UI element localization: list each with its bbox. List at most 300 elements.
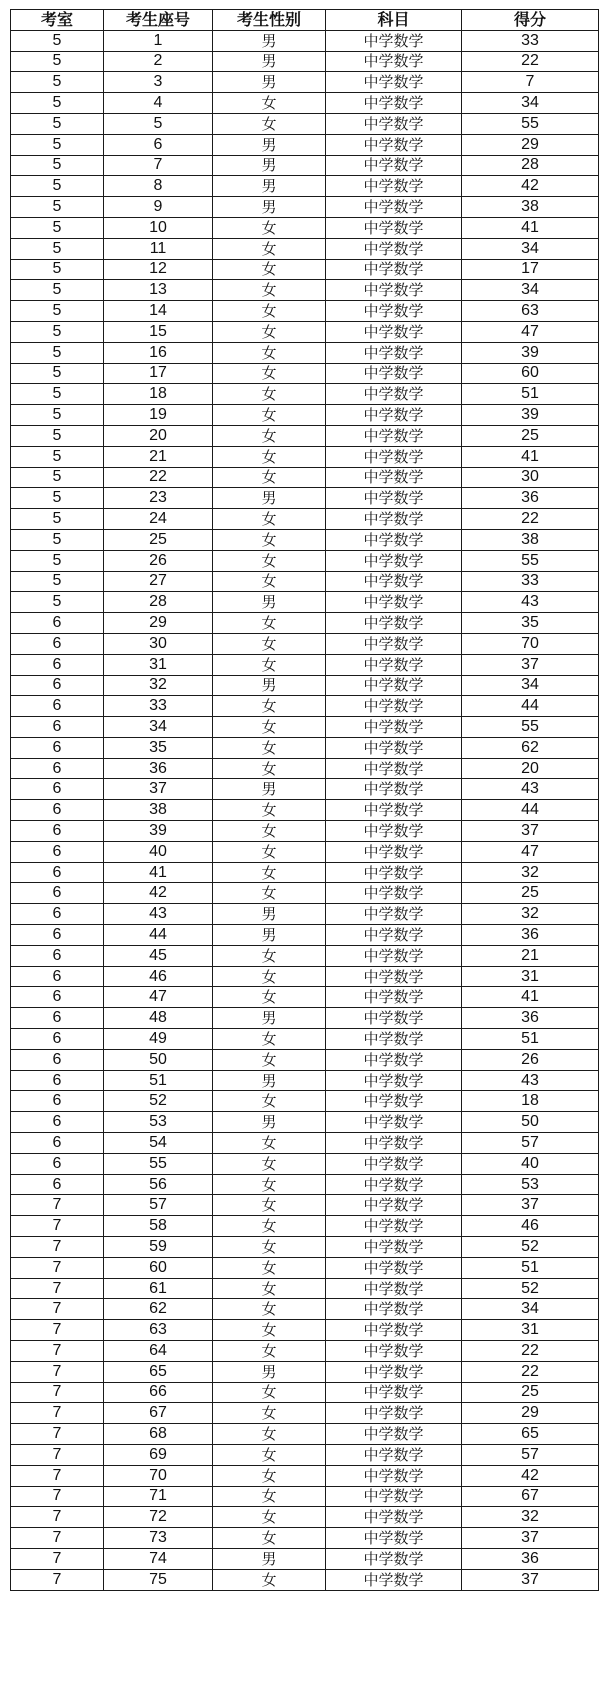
gender-cell: 女 [213,966,326,987]
seat-number-cell: 5 [104,113,213,134]
exam-room-cell: 7 [11,1424,104,1445]
header-row [11,10,599,31]
table-row [11,30,599,51]
exam-room-cell: 6 [11,987,104,1008]
exam-room-cell: 7 [11,1507,104,1528]
gender-cell: 女 [213,821,326,842]
score-cell: 39 [462,405,599,426]
seat-number-cell: 25 [104,529,213,550]
seat-number-cell: 50 [104,1049,213,1070]
exam-room-cell: 5 [11,571,104,592]
gender-cell: 女 [213,529,326,550]
exam-room-cell: 6 [11,675,104,696]
exam-room-cell: 6 [11,925,104,946]
seat-number-cell: 61 [104,1278,213,1299]
score-cell: 37 [462,1528,599,1549]
gender-cell: 女 [213,1569,326,1590]
exam-room-cell: 6 [11,717,104,738]
exam-room-cell: 5 [11,72,104,93]
score-cell: 40 [462,1153,599,1174]
table-row [11,1174,599,1195]
exam-room-cell: 6 [11,883,104,904]
exam-room-cell: 6 [11,862,104,883]
table-row [11,1465,599,1486]
gender-cell: 女 [213,945,326,966]
gender-cell: 女 [213,1174,326,1195]
table-row [11,446,599,467]
gender-cell: 女 [213,1237,326,1258]
table-row [11,1403,599,1424]
gender-cell: 男 [213,1361,326,1382]
exam-room-cell: 5 [11,30,104,51]
subject-cell: 中学数学 [326,301,462,322]
subject-cell: 中学数学 [326,1403,462,1424]
seat-number-cell: 39 [104,821,213,842]
seat-number-cell: 2 [104,51,213,72]
table-row [11,1486,599,1507]
exam-room-cell: 5 [11,217,104,238]
seat-number-cell: 27 [104,571,213,592]
exam-room-cell: 5 [11,384,104,405]
gender-cell: 女 [213,883,326,904]
gender-cell: 女 [213,113,326,134]
seat-number-cell: 62 [104,1299,213,1320]
exam-room-cell: 5 [11,259,104,280]
seat-number-cell: 74 [104,1548,213,1569]
seat-number-cell: 35 [104,737,213,758]
table-row [11,654,599,675]
subject-cell: 中学数学 [326,1341,462,1362]
score-cell: 46 [462,1216,599,1237]
subject-cell: 中学数学 [326,155,462,176]
score-cell: 36 [462,1548,599,1569]
gender-cell: 男 [213,488,326,509]
score-cell: 55 [462,550,599,571]
score-cell: 57 [462,1444,599,1465]
table-row [11,1216,599,1237]
table-row [11,841,599,862]
exam-room-cell: 7 [11,1299,104,1320]
exam-room-cell: 7 [11,1528,104,1549]
score-cell: 22 [462,509,599,530]
seat-number-cell: 31 [104,654,213,675]
subject-cell: 中学数学 [326,758,462,779]
subject-cell: 中学数学 [326,1216,462,1237]
subject-cell: 中学数学 [326,259,462,280]
exam-room-cell: 6 [11,800,104,821]
gender-cell: 女 [213,467,326,488]
table-row [11,1278,599,1299]
gender-cell: 女 [213,238,326,259]
exam-room-cell: 5 [11,155,104,176]
subject-cell: 中学数学 [326,1174,462,1195]
score-cell: 41 [462,446,599,467]
table-body [11,30,599,1590]
gender-cell: 女 [213,405,326,426]
table-row [11,1361,599,1382]
subject-cell: 中学数学 [326,384,462,405]
score-cell: 31 [462,966,599,987]
subject-cell: 中学数学 [326,654,462,675]
seat-number-cell: 60 [104,1257,213,1278]
gender-cell: 女 [213,259,326,280]
gender-cell: 女 [213,633,326,654]
gender-cell: 女 [213,446,326,467]
exam-room-cell: 5 [11,197,104,218]
gender-cell: 女 [213,321,326,342]
seat-number-cell: 37 [104,779,213,800]
score-cell: 30 [462,467,599,488]
exam-room-cell: 6 [11,779,104,800]
header-score: 得分 [462,10,599,31]
subject-cell: 中学数学 [326,280,462,301]
gender-cell: 女 [213,862,326,883]
exam-room-cell: 7 [11,1195,104,1216]
seat-number-cell: 51 [104,1070,213,1091]
gender-cell: 女 [213,1257,326,1278]
table-row [11,1382,599,1403]
subject-cell: 中学数学 [326,883,462,904]
table-row [11,1257,599,1278]
exam-room-cell: 5 [11,342,104,363]
gender-cell: 女 [213,363,326,384]
subject-cell: 中学数学 [326,821,462,842]
table-row [11,1507,599,1528]
seat-number-cell: 7 [104,155,213,176]
exam-room-cell: 6 [11,1008,104,1029]
table-row [11,1112,599,1133]
subject-cell: 中学数学 [326,1008,462,1029]
score-cell: 38 [462,197,599,218]
subject-cell: 中学数学 [326,1237,462,1258]
gender-cell: 男 [213,134,326,155]
score-cell: 43 [462,779,599,800]
seat-number-cell: 12 [104,259,213,280]
gender-cell: 女 [213,1341,326,1362]
subject-cell: 中学数学 [326,945,462,966]
table-row [11,1548,599,1569]
table-row [11,925,599,946]
subject-cell: 中学数学 [326,1195,462,1216]
seat-number-cell: 47 [104,987,213,1008]
seat-number-cell: 66 [104,1382,213,1403]
seat-number-cell: 29 [104,613,213,634]
gender-cell: 女 [213,217,326,238]
score-table [10,9,599,1591]
seat-number-cell: 41 [104,862,213,883]
score-cell: 70 [462,633,599,654]
exam-room-cell: 7 [11,1341,104,1362]
exam-room-cell: 7 [11,1216,104,1237]
exam-room-cell: 5 [11,176,104,197]
exam-room-cell: 6 [11,821,104,842]
subject-cell: 中学数学 [326,467,462,488]
score-cell: 28 [462,155,599,176]
seat-number-cell: 68 [104,1424,213,1445]
seat-number-cell: 13 [104,280,213,301]
table-row [11,613,599,634]
gender-cell: 男 [213,1070,326,1091]
exam-room-cell: 6 [11,613,104,634]
gender-cell: 女 [213,654,326,675]
seat-number-cell: 57 [104,1195,213,1216]
gender-cell: 女 [213,1153,326,1174]
gender-cell: 男 [213,779,326,800]
gender-cell: 男 [213,904,326,925]
header-exam-room: 考室 [11,10,104,31]
gender-cell: 女 [213,1528,326,1549]
score-cell: 67 [462,1486,599,1507]
exam-room-cell: 6 [11,1029,104,1050]
subject-cell: 中学数学 [326,217,462,238]
seat-number-cell: 22 [104,467,213,488]
seat-number-cell: 10 [104,217,213,238]
seat-number-cell: 1 [104,30,213,51]
seat-number-cell: 36 [104,758,213,779]
score-cell: 39 [462,342,599,363]
table-row [11,405,599,426]
subject-cell: 中学数学 [326,51,462,72]
subject-cell: 中学数学 [326,717,462,738]
score-cell: 34 [462,238,599,259]
seat-number-cell: 49 [104,1029,213,1050]
score-cell: 41 [462,987,599,1008]
exam-room-cell: 5 [11,509,104,530]
gender-cell: 女 [213,717,326,738]
gender-cell: 女 [213,1133,326,1154]
subject-cell: 中学数学 [326,134,462,155]
gender-cell: 男 [213,675,326,696]
score-cell: 17 [462,259,599,280]
seat-number-cell: 71 [104,1486,213,1507]
gender-cell: 男 [213,176,326,197]
seat-number-cell: 33 [104,696,213,717]
seat-number-cell: 69 [104,1444,213,1465]
gender-cell: 男 [213,155,326,176]
subject-cell: 中学数学 [326,1133,462,1154]
gender-cell: 女 [213,1507,326,1528]
seat-number-cell: 55 [104,1153,213,1174]
score-cell: 41 [462,217,599,238]
gender-cell: 女 [213,1091,326,1112]
table-row [11,737,599,758]
subject-cell: 中学数学 [326,1070,462,1091]
score-cell: 47 [462,841,599,862]
gender-cell: 女 [213,550,326,571]
table-row [11,800,599,821]
subject-cell: 中学数学 [326,841,462,862]
subject-cell: 中学数学 [326,176,462,197]
subject-cell: 中学数学 [326,1112,462,1133]
table-row [11,966,599,987]
score-cell: 34 [462,675,599,696]
exam-room-cell: 7 [11,1444,104,1465]
table-row [11,467,599,488]
score-cell: 22 [462,1341,599,1362]
exam-room-cell: 7 [11,1237,104,1258]
gender-cell: 女 [213,1424,326,1445]
table-row [11,384,599,405]
seat-number-cell: 32 [104,675,213,696]
table-row [11,113,599,134]
gender-cell: 女 [213,425,326,446]
score-cell: 37 [462,1195,599,1216]
subject-cell: 中学数学 [326,509,462,530]
gender-cell: 女 [213,987,326,1008]
seat-number-cell: 8 [104,176,213,197]
header-seat-number: 考生座号 [104,10,213,31]
seat-number-cell: 54 [104,1133,213,1154]
subject-cell: 中学数学 [326,925,462,946]
score-cell: 37 [462,654,599,675]
exam-room-cell: 7 [11,1257,104,1278]
seat-number-cell: 56 [104,1174,213,1195]
table-row [11,197,599,218]
subject-cell: 中学数学 [326,1361,462,1382]
gender-cell: 女 [213,1029,326,1050]
table-row [11,904,599,925]
subject-cell: 中学数学 [326,405,462,426]
score-cell: 34 [462,93,599,114]
table-row [11,1133,599,1154]
table-row [11,1029,599,1050]
gender-cell: 女 [213,93,326,114]
score-cell: 37 [462,821,599,842]
exam-room-cell: 7 [11,1403,104,1424]
subject-cell: 中学数学 [326,862,462,883]
score-cell: 21 [462,945,599,966]
gender-cell: 男 [213,1548,326,1569]
table-row [11,93,599,114]
gender-cell: 男 [213,1008,326,1029]
table-row [11,592,599,613]
gender-cell: 女 [213,1403,326,1424]
gender-cell: 女 [213,758,326,779]
subject-cell: 中学数学 [326,800,462,821]
table-row [11,1070,599,1091]
exam-room-cell: 7 [11,1569,104,1590]
exam-room-cell: 5 [11,592,104,613]
score-cell: 25 [462,425,599,446]
table-row [11,72,599,93]
subject-cell: 中学数学 [326,30,462,51]
table-row [11,1444,599,1465]
seat-number-cell: 52 [104,1091,213,1112]
table-row [11,509,599,530]
gender-cell: 女 [213,384,326,405]
exam-room-cell: 6 [11,945,104,966]
score-cell: 47 [462,321,599,342]
seat-number-cell: 16 [104,342,213,363]
gender-cell: 男 [213,197,326,218]
subject-cell: 中学数学 [326,1320,462,1341]
exam-room-cell: 7 [11,1548,104,1569]
exam-room-cell: 5 [11,238,104,259]
gender-cell: 女 [213,1049,326,1070]
subject-cell: 中学数学 [326,197,462,218]
table-row [11,862,599,883]
table-row [11,488,599,509]
seat-number-cell: 15 [104,321,213,342]
score-cell: 62 [462,737,599,758]
seat-number-cell: 53 [104,1112,213,1133]
exam-room-cell: 5 [11,51,104,72]
score-cell: 51 [462,1257,599,1278]
score-cell: 25 [462,883,599,904]
table-row [11,176,599,197]
table-row [11,259,599,280]
table-row [11,883,599,904]
gender-cell: 女 [213,737,326,758]
gender-cell: 女 [213,841,326,862]
score-cell: 51 [462,384,599,405]
exam-room-cell: 6 [11,966,104,987]
score-cell: 55 [462,717,599,738]
subject-cell: 中学数学 [326,113,462,134]
table-row [11,529,599,550]
gender-cell: 女 [213,696,326,717]
subject-cell: 中学数学 [326,529,462,550]
exam-room-cell: 5 [11,134,104,155]
subject-cell: 中学数学 [326,238,462,259]
score-cell: 32 [462,862,599,883]
score-cell: 44 [462,696,599,717]
seat-number-cell: 20 [104,425,213,446]
subject-cell: 中学数学 [326,1424,462,1445]
exam-room-cell: 5 [11,113,104,134]
seat-number-cell: 19 [104,405,213,426]
exam-room-cell: 5 [11,321,104,342]
score-cell: 22 [462,1361,599,1382]
exam-room-cell: 6 [11,1133,104,1154]
subject-cell: 中学数学 [326,425,462,446]
exam-room-cell: 7 [11,1361,104,1382]
subject-cell: 中学数学 [326,550,462,571]
seat-number-cell: 45 [104,945,213,966]
score-cell: 29 [462,134,599,155]
score-cell: 38 [462,529,599,550]
table-row [11,758,599,779]
score-cell: 65 [462,1424,599,1445]
seat-number-cell: 28 [104,592,213,613]
header-gender: 考生性别 [213,10,326,31]
exam-room-cell: 6 [11,737,104,758]
exam-room-cell: 6 [11,1112,104,1133]
gender-cell: 女 [213,301,326,322]
score-cell: 36 [462,1008,599,1029]
score-cell: 57 [462,1133,599,1154]
subject-cell: 中学数学 [326,363,462,384]
table-row [11,321,599,342]
subject-cell: 中学数学 [326,613,462,634]
gender-cell: 女 [213,613,326,634]
exam-room-cell: 6 [11,633,104,654]
exam-room-cell: 6 [11,758,104,779]
table-row [11,987,599,1008]
seat-number-cell: 42 [104,883,213,904]
score-cell: 25 [462,1382,599,1403]
seat-number-cell: 44 [104,925,213,946]
table-row [11,1320,599,1341]
subject-cell: 中学数学 [326,675,462,696]
score-cell: 51 [462,1029,599,1050]
table-row [11,155,599,176]
exam-room-cell: 6 [11,696,104,717]
table-row [11,1424,599,1445]
seat-number-cell: 18 [104,384,213,405]
subject-cell: 中学数学 [326,1299,462,1320]
table-row [11,238,599,259]
